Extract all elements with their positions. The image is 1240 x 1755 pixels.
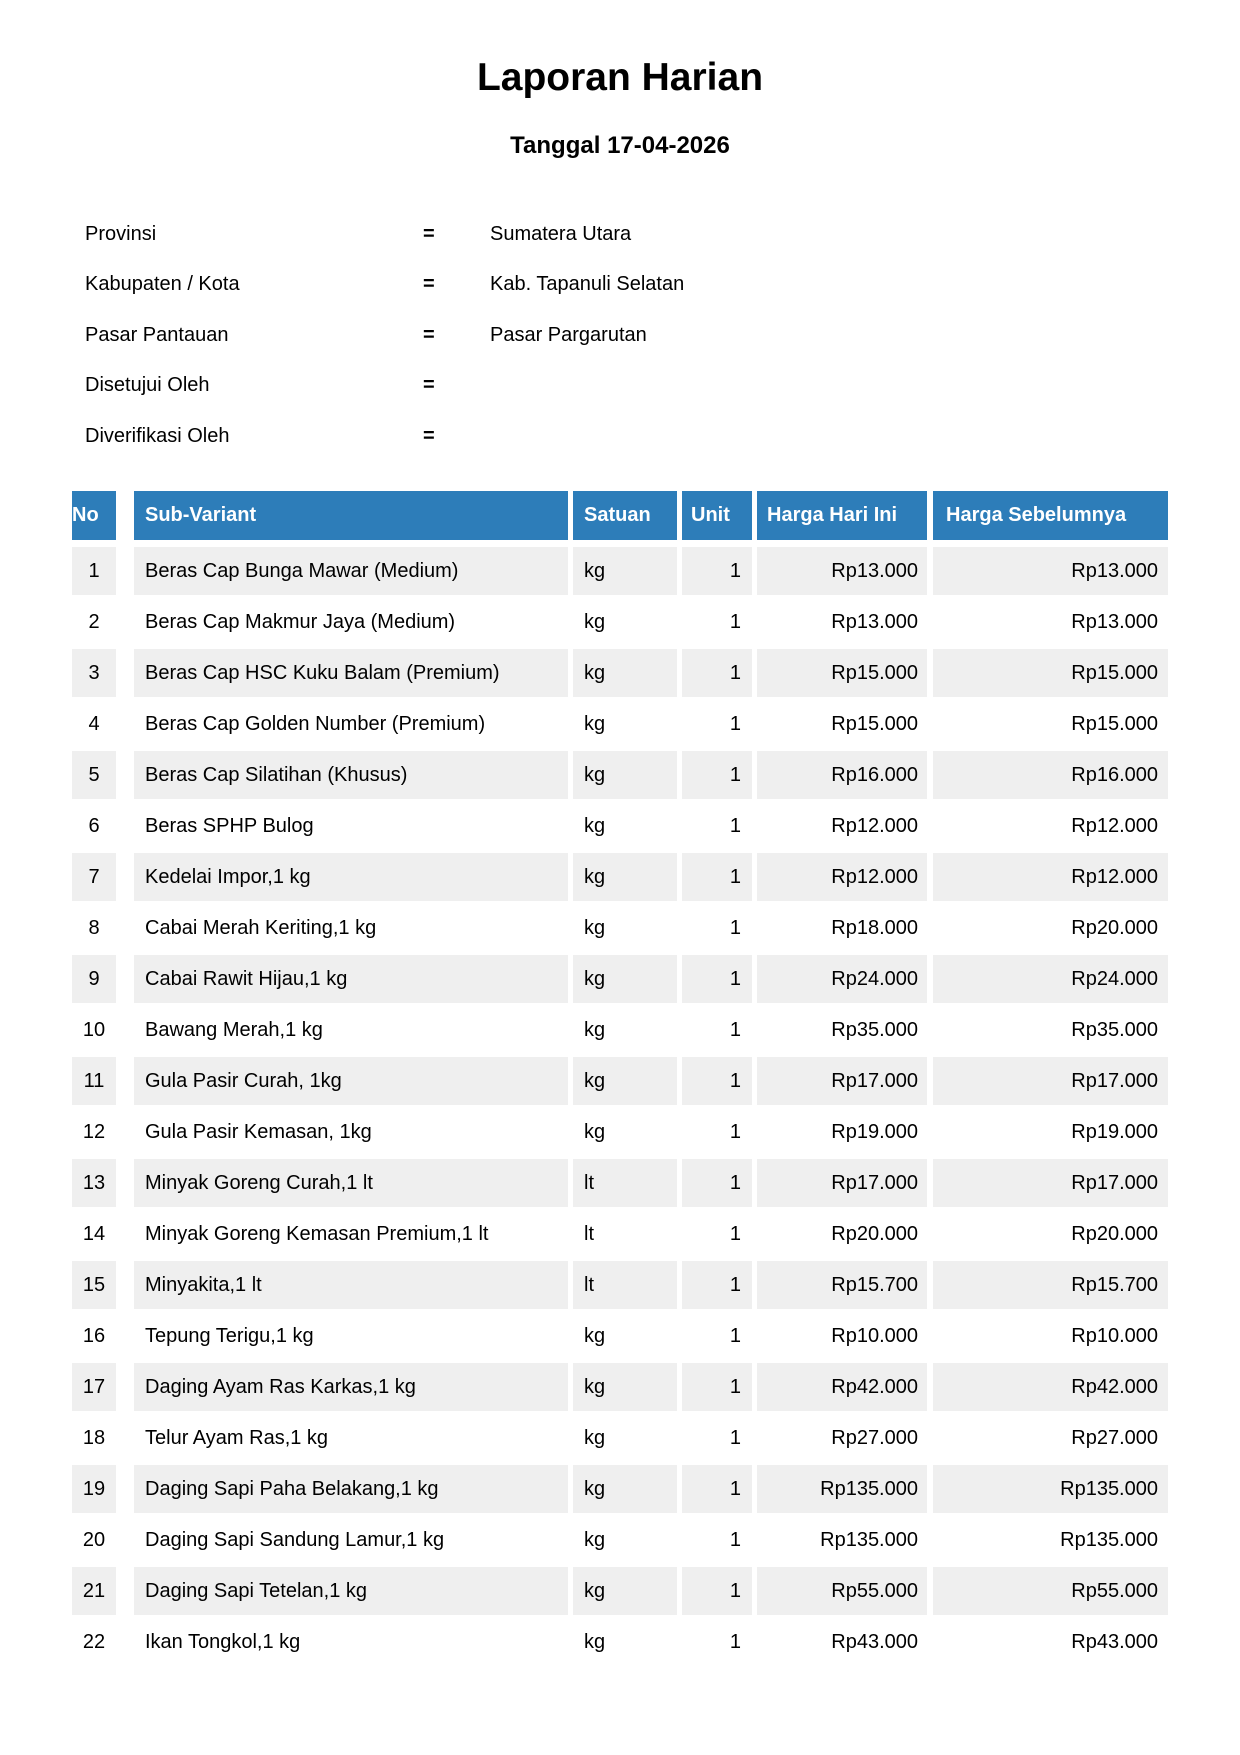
- metadata-value: Pasar Pargarutan: [490, 323, 647, 346]
- table-row: [72, 1159, 1168, 1210]
- cell-satuan: kg: [573, 955, 682, 1006]
- metadata-equals-sign: =: [423, 222, 435, 245]
- cell-harga-sebelumnya: Rp24.000: [933, 955, 1168, 1006]
- cell-unit: 1: [682, 700, 757, 751]
- cell-sub-variant: Tepung Terigu,1 kg: [134, 1312, 573, 1363]
- table-row: [72, 853, 1168, 904]
- cell-satuan: kg: [573, 904, 682, 955]
- cell-harga-sebelumnya: Rp15.000: [933, 700, 1168, 751]
- cell-unit: 1: [682, 751, 757, 802]
- metadata-equals-sign: =: [423, 323, 435, 346]
- table-row: [72, 1414, 1168, 1465]
- cell-sub-variant: Beras Cap Silatihan (Khusus): [134, 751, 573, 802]
- table-row: [72, 700, 1168, 751]
- metadata-row: [85, 411, 1180, 462]
- cell-sub-variant: Beras Cap Makmur Jaya (Medium): [134, 598, 573, 649]
- cell-sub-variant: Daging Ayam Ras Karkas,1 kg: [134, 1363, 573, 1414]
- cell-harga-hari-ini: Rp24.000: [757, 955, 933, 1006]
- cell-harga-hari-ini: Rp20.000: [757, 1210, 933, 1261]
- cell-no: 2: [72, 598, 134, 649]
- cell-harga-hari-ini: Rp17.000: [757, 1057, 933, 1108]
- cell-sub-variant: Kedelai Impor,1 kg: [134, 853, 573, 904]
- cell-satuan: kg: [573, 853, 682, 904]
- cell-sub-variant: Minyakita,1 lt: [134, 1261, 573, 1312]
- cell-harga-hari-ini: Rp27.000: [757, 1414, 933, 1465]
- metadata-label: Disetujui Oleh: [85, 374, 210, 397]
- cell-sub-variant: Daging Sapi Tetelan,1 kg: [134, 1567, 573, 1618]
- cell-no: 7: [72, 853, 134, 904]
- column-header-harga-hari-ini: Harga Hari Ini: [757, 491, 933, 547]
- cell-satuan: kg: [573, 1618, 682, 1669]
- cell-satuan: lt: [573, 1159, 682, 1210]
- cell-no: 19: [72, 1465, 134, 1516]
- cell-unit: 1: [682, 547, 757, 598]
- cell-satuan: kg: [573, 802, 682, 853]
- cell-satuan: kg: [573, 598, 682, 649]
- metadata-label: Provinsi: [85, 222, 157, 245]
- cell-satuan: kg: [573, 1414, 682, 1465]
- table-row: [72, 1312, 1168, 1363]
- table-row: [72, 1618, 1168, 1669]
- cell-harga-sebelumnya: Rp135.000: [933, 1516, 1168, 1567]
- metadata-section: [85, 209, 1180, 462]
- cell-harga-sebelumnya: Rp12.000: [933, 802, 1168, 853]
- cell-satuan: kg: [573, 1465, 682, 1516]
- cell-unit: 1: [682, 1108, 757, 1159]
- cell-satuan: kg: [573, 1006, 682, 1057]
- cell-harga-hari-ini: Rp135.000: [757, 1465, 933, 1516]
- cell-no: 16: [72, 1312, 134, 1363]
- cell-no: 12: [72, 1108, 134, 1159]
- column-header-unit: Unit: [682, 491, 757, 547]
- cell-harga-sebelumnya: Rp13.000: [933, 547, 1168, 598]
- metadata-value: Kab. Tapanuli Selatan: [490, 273, 685, 296]
- metadata-label: Pasar Pantauan: [85, 323, 229, 346]
- cell-harga-hari-ini: Rp15.000: [757, 649, 933, 700]
- cell-no: 13: [72, 1159, 134, 1210]
- cell-unit: 1: [682, 853, 757, 904]
- cell-no: 11: [72, 1057, 134, 1108]
- cell-harga-sebelumnya: Rp27.000: [933, 1414, 1168, 1465]
- cell-unit: 1: [682, 1159, 757, 1210]
- cell-satuan: kg: [573, 700, 682, 751]
- cell-sub-variant: Cabai Rawit Hijau,1 kg: [134, 955, 573, 1006]
- cell-harga-sebelumnya: Rp20.000: [933, 1210, 1168, 1261]
- cell-satuan: lt: [573, 1210, 682, 1261]
- cell-sub-variant: Beras Cap Bunga Mawar (Medium): [134, 547, 573, 598]
- cell-unit: 1: [682, 1261, 757, 1312]
- cell-unit: 1: [682, 955, 757, 1006]
- table-row: [72, 1210, 1168, 1261]
- cell-harga-sebelumnya: Rp19.000: [933, 1108, 1168, 1159]
- cell-no: 17: [72, 1363, 134, 1414]
- cell-no: 20: [72, 1516, 134, 1567]
- cell-harga-sebelumnya: Rp20.000: [933, 904, 1168, 955]
- cell-harga-hari-ini: Rp55.000: [757, 1567, 933, 1618]
- cell-harga-hari-ini: Rp16.000: [757, 751, 933, 802]
- cell-satuan: kg: [573, 649, 682, 700]
- table-row: [72, 751, 1168, 802]
- cell-unit: 1: [682, 1618, 757, 1669]
- cell-harga-sebelumnya: Rp35.000: [933, 1006, 1168, 1057]
- table-row: [72, 955, 1168, 1006]
- table-row: [72, 1057, 1168, 1108]
- page-title: Laporan Harian: [476, 56, 764, 99]
- cell-harga-hari-ini: Rp13.000: [757, 598, 933, 649]
- cell-satuan: kg: [573, 1363, 682, 1414]
- cell-no: 3: [72, 649, 134, 700]
- cell-sub-variant: Minyak Goreng Kemasan Premium,1 lt: [134, 1210, 573, 1261]
- cell-harga-sebelumnya: Rp43.000: [933, 1618, 1168, 1669]
- metadata-value: Sumatera Utara: [490, 222, 632, 245]
- cell-harga-hari-ini: Rp42.000: [757, 1363, 933, 1414]
- cell-satuan: kg: [573, 751, 682, 802]
- cell-harga-sebelumnya: Rp42.000: [933, 1363, 1168, 1414]
- cell-harga-hari-ini: Rp19.000: [757, 1108, 933, 1159]
- table-header: [72, 491, 1168, 547]
- cell-unit: 1: [682, 1006, 757, 1057]
- cell-no: 14: [72, 1210, 134, 1261]
- cell-no: 10: [72, 1006, 134, 1057]
- cell-sub-variant: Telur Ayam Ras,1 kg: [134, 1414, 573, 1465]
- cell-sub-variant: Gula Pasir Kemasan, 1kg: [134, 1108, 573, 1159]
- cell-satuan: kg: [573, 1312, 682, 1363]
- cell-harga-hari-ini: Rp15.700: [757, 1261, 933, 1312]
- cell-sub-variant: Minyak Goreng Curah,1 lt: [134, 1159, 573, 1210]
- cell-unit: 1: [682, 1516, 757, 1567]
- cell-harga-sebelumnya: Rp55.000: [933, 1567, 1168, 1618]
- cell-harga-hari-ini: Rp15.000: [757, 700, 933, 751]
- cell-harga-hari-ini: Rp18.000: [757, 904, 933, 955]
- metadata-label: Diverifikasi Oleh: [85, 424, 230, 447]
- cell-harga-sebelumnya: Rp10.000: [933, 1312, 1168, 1363]
- metadata-row: [85, 260, 1180, 311]
- cell-sub-variant: Ikan Tongkol,1 kg: [134, 1618, 573, 1669]
- cell-no: 15: [72, 1261, 134, 1312]
- cell-satuan: lt: [573, 1261, 682, 1312]
- cell-harga-hari-ini: Rp12.000: [757, 853, 933, 904]
- cell-unit: 1: [682, 904, 757, 955]
- table-row: [72, 547, 1168, 598]
- cell-satuan: kg: [573, 547, 682, 598]
- metadata-label: Kabupaten / Kota: [85, 273, 240, 296]
- cell-unit: 1: [682, 802, 757, 853]
- table-row: [72, 1006, 1168, 1057]
- table-row: [72, 1567, 1168, 1618]
- cell-sub-variant: Daging Sapi Sandung Lamur,1 kg: [134, 1516, 573, 1567]
- cell-sub-variant: Bawang Merah,1 kg: [134, 1006, 573, 1057]
- report-date: Tanggal 17-04-2026: [510, 132, 730, 159]
- cell-no: 18: [72, 1414, 134, 1465]
- price-table: [72, 491, 1168, 1669]
- cell-no: 4: [72, 700, 134, 751]
- cell-sub-variant: Cabai Merah Keriting,1 kg: [134, 904, 573, 955]
- cell-sub-variant: Daging Sapi Paha Belakang,1 kg: [134, 1465, 573, 1516]
- cell-sub-variant: Beras Cap HSC Kuku Balam (Premium): [134, 649, 573, 700]
- table-row: [72, 904, 1168, 955]
- cell-unit: 1: [682, 1312, 757, 1363]
- metadata-row: [85, 361, 1180, 412]
- column-header-sub-variant: Sub-Variant: [134, 491, 573, 547]
- cell-sub-variant: Beras Cap Golden Number (Premium): [134, 700, 573, 751]
- table-row: [72, 1261, 1168, 1312]
- cell-harga-hari-ini: Rp35.000: [757, 1006, 933, 1057]
- cell-unit: 1: [682, 1414, 757, 1465]
- cell-harga-sebelumnya: Rp17.000: [933, 1159, 1168, 1210]
- cell-satuan: kg: [573, 1516, 682, 1567]
- table-row: [72, 1363, 1168, 1414]
- metadata-equals-sign: =: [423, 273, 435, 296]
- cell-no: 22: [72, 1618, 134, 1669]
- cell-unit: 1: [682, 1363, 757, 1414]
- cell-harga-sebelumnya: Rp12.000: [933, 853, 1168, 904]
- cell-harga-hari-ini: Rp17.000: [757, 1159, 933, 1210]
- cell-harga-hari-ini: Rp10.000: [757, 1312, 933, 1363]
- cell-harga-hari-ini: Rp135.000: [757, 1516, 933, 1567]
- column-header-no: No: [72, 491, 134, 547]
- table-row: [72, 1465, 1168, 1516]
- column-header-harga-sebelumnya: Harga Sebelumnya: [933, 491, 1168, 547]
- cell-harga-hari-ini: Rp43.000: [757, 1618, 933, 1669]
- cell-harga-sebelumnya: Rp17.000: [933, 1057, 1168, 1108]
- cell-satuan: kg: [573, 1108, 682, 1159]
- cell-harga-hari-ini: Rp12.000: [757, 802, 933, 853]
- cell-harga-sebelumnya: Rp15.000: [933, 649, 1168, 700]
- cell-harga-sebelumnya: Rp15.700: [933, 1261, 1168, 1312]
- cell-satuan: kg: [573, 1567, 682, 1618]
- cell-no: 1: [72, 547, 134, 598]
- cell-no: 8: [72, 904, 134, 955]
- cell-harga-hari-ini: Rp13.000: [757, 547, 933, 598]
- cell-sub-variant: Beras SPHP Bulog: [134, 802, 573, 853]
- metadata-equals-sign: =: [423, 374, 435, 397]
- cell-unit: 1: [682, 1057, 757, 1108]
- column-header-satuan: Satuan: [573, 491, 682, 547]
- metadata-equals-sign: =: [423, 424, 435, 447]
- table-row: [72, 802, 1168, 853]
- cell-sub-variant: Gula Pasir Curah, 1kg: [134, 1057, 573, 1108]
- cell-harga-sebelumnya: Rp135.000: [933, 1465, 1168, 1516]
- cell-unit: 1: [682, 1567, 757, 1618]
- cell-unit: 1: [682, 598, 757, 649]
- cell-harga-sebelumnya: Rp13.000: [933, 598, 1168, 649]
- metadata-row: [85, 310, 1180, 361]
- cell-unit: 1: [682, 1210, 757, 1261]
- table-row: [72, 1108, 1168, 1159]
- cell-no: 9: [72, 955, 134, 1006]
- cell-harga-sebelumnya: Rp16.000: [933, 751, 1168, 802]
- table-row: [72, 598, 1168, 649]
- metadata-row: [85, 209, 1180, 260]
- table-body: [72, 547, 1168, 1669]
- cell-unit: 1: [682, 1465, 757, 1516]
- table-row: [72, 1516, 1168, 1567]
- cell-no: 5: [72, 751, 134, 802]
- table-row: [72, 649, 1168, 700]
- cell-no: 21: [72, 1567, 134, 1618]
- cell-unit: 1: [682, 649, 757, 700]
- cell-no: 6: [72, 802, 134, 853]
- cell-satuan: kg: [573, 1057, 682, 1108]
